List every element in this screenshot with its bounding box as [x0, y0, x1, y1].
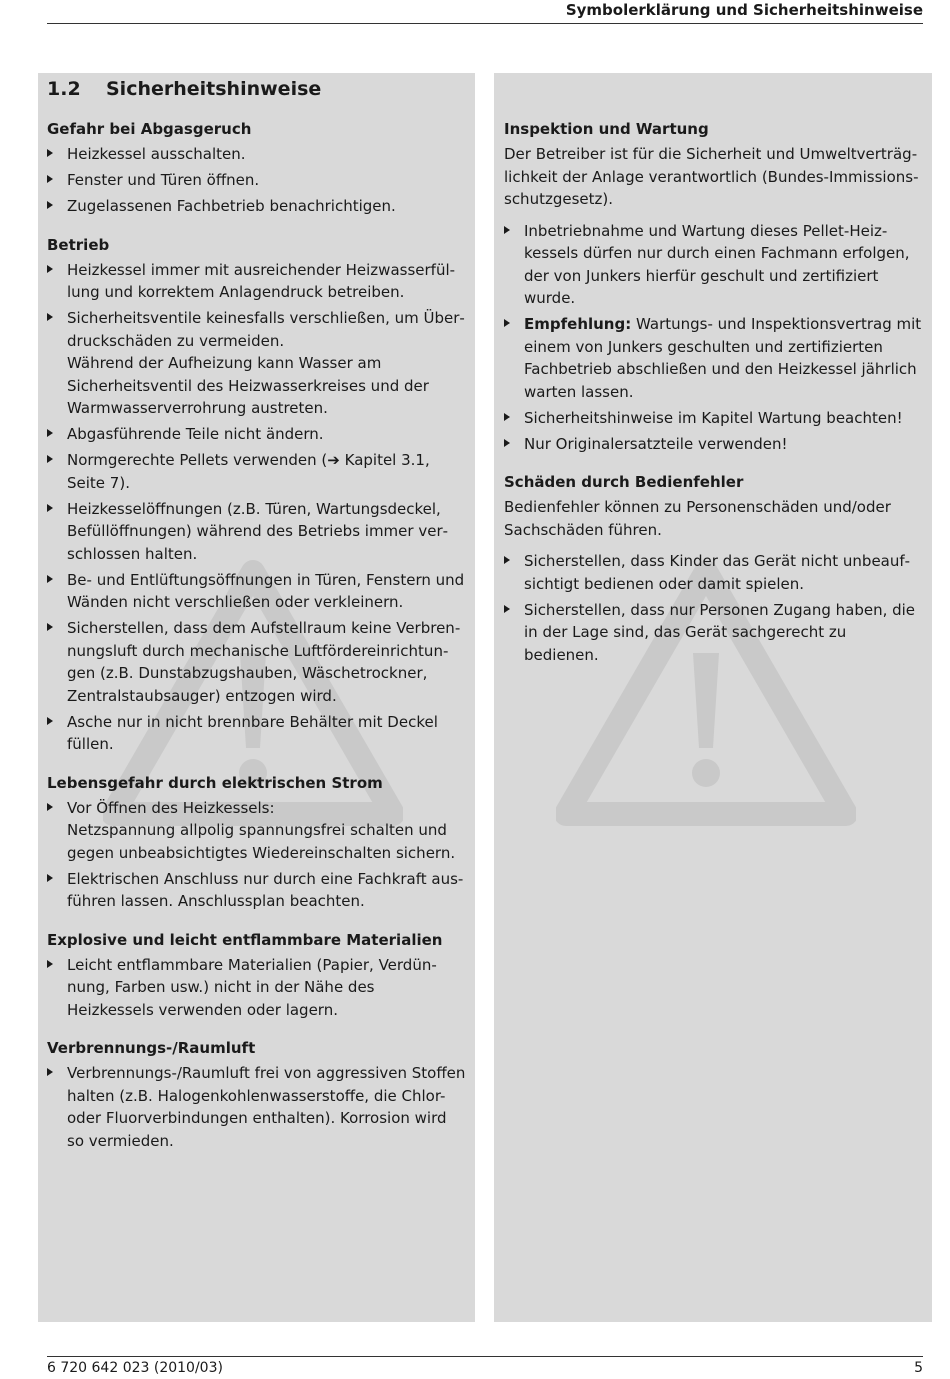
bullet-list — [47, 259, 466, 756]
list-item — [47, 868, 466, 913]
footer-divider — [47, 1356, 923, 1357]
block-heading: Lebensgefahr durch elektrischen Strom — [47, 773, 383, 792]
bullet-list — [47, 797, 466, 913]
list-item — [47, 423, 466, 446]
bullet-list — [504, 220, 922, 456]
item-text: Asche nur in nicht brennbare Behälter mit Deckel füllen. — [67, 712, 438, 753]
block-heading: Gefahr bei Abgasgeruch — [47, 120, 252, 138]
item-text: Sicherheitshinweise im Kapitel Wartung beachten! — [524, 408, 903, 427]
list-item — [47, 617, 466, 707]
list-item — [504, 433, 922, 456]
safety-block — [47, 234, 466, 756]
triangle-bullet-icon — [47, 717, 53, 725]
triangle-bullet-icon — [47, 149, 53, 157]
safety-block — [504, 471, 922, 666]
triangle-bullet-icon — [47, 623, 53, 631]
triangle-bullet-icon — [47, 803, 53, 811]
block-intro: Der Betreiber ist für die Sicherheit und Umweltverträglichkeit der Anlage verantwortlich (Bundes-Immissionsschutzgesetz). — [504, 145, 919, 208]
triangle-bullet-icon — [47, 455, 53, 463]
list-item — [47, 498, 466, 566]
item-text: Sicherstellen, dass nur Personen Zugang haben, die in der Lage sind, das Gerät sachgerecht zu bedienen. — [524, 600, 916, 664]
triangle-bullet-icon — [504, 605, 510, 613]
triangle-bullet-icon — [504, 556, 510, 564]
item-text: Nur Originalersatzteile verwenden! — [524, 434, 788, 453]
item-text: Heizkessel ausschalten. — [67, 145, 246, 163]
list-item — [47, 797, 466, 865]
header-divider — [47, 23, 923, 24]
item-text: Vor Öffnen des Heizkessels: Netzspannung allpolig spannungsfrei schalten und gegen unbeabsichtigtes Wiedereinschalten sichern. — [67, 798, 456, 862]
triangle-bullet-icon — [47, 960, 53, 968]
item-text: Sicherheitsventile keinesfalls verschließen, um Überdruckschäden zu vermeiden. Während der Aufheizung kann Wasser am Sicherheitsventil des Heizwasserkreises und der Warmwasserverrohrung austreten. — [67, 309, 465, 417]
triangle-bullet-icon — [47, 175, 53, 183]
item-text: Verbrennungs-/Raumluft frei von aggressiven Stoffen halten (z.B. Halogenkohlenwasserstoffe, die Chlor- oder Fluorverbindungen enthalten). Korrosion wird so vermieden. — [67, 1064, 466, 1150]
list-item — [47, 307, 466, 420]
left-column-panel — [38, 73, 475, 1322]
list-item — [47, 143, 466, 166]
list-item — [47, 569, 466, 614]
list-item — [47, 711, 466, 756]
item-text: Fenster und Türen öffnen. — [67, 171, 260, 189]
bullet-list — [47, 1062, 466, 1152]
safety-block — [47, 929, 466, 1022]
safety-block — [47, 772, 466, 913]
item-text: Normgerechte Pellets verwenden (➔ Kapitel 3.1, Seite 7). — [67, 451, 430, 492]
block-heading: Explosive und leicht entflammbare Materialien — [47, 930, 443, 949]
safety-block — [47, 1037, 466, 1152]
block-heading: Verbrennungs-/Raumluft — [47, 1039, 256, 1057]
list-item — [47, 1062, 466, 1152]
page-number: 5 — [914, 1360, 923, 1376]
item-text: Heizkesselöffnungen (z.B. Türen, Wartungsdeckel, Befüllöffnungen) während des Betriebs immer verschlossen halten. — [67, 499, 449, 563]
triangle-bullet-icon — [47, 313, 53, 321]
list-item — [47, 169, 466, 192]
section-title: Sicherheitshinweise — [106, 78, 322, 100]
triangle-bullet-icon — [504, 319, 510, 327]
item-text: Abgasführende Teile nicht ändern. — [67, 425, 324, 443]
triangle-bullet-icon — [47, 575, 53, 583]
safety-block — [47, 118, 466, 218]
block-heading: Betrieb — [47, 235, 110, 254]
bullet-list — [47, 954, 466, 1022]
list-item — [47, 954, 466, 1022]
item-text: Zugelassenen Fachbetrieb benachrichtigen. — [67, 197, 396, 215]
section-number: 1.2 — [47, 78, 81, 100]
right-column-content — [504, 73, 922, 666]
block-heading: Schäden durch Bedienfehler — [504, 473, 744, 491]
block-intro: Bedienfehler können zu Personenschäden und/oder Sachschäden führen. — [504, 498, 891, 539]
triangle-bullet-icon — [504, 439, 510, 447]
item-text: Heizkessel immer mit ausreichender Heizwasserfüllung und korrektem Anlagendruck betreiben. — [67, 260, 456, 301]
section-heading — [47, 78, 466, 100]
list-item — [504, 599, 922, 667]
item-text: Wartungs- und Inspektionsvertrag mit einem von Junkers geschulten und zertifizierten Fachbetrieb abschließen und den Heizkessel jährlich warten lassen. — [524, 315, 922, 401]
item-text: Elektrischen Anschluss nur durch eine Fachkraft ausführen lassen. Anschlussplan beachten. — [67, 869, 464, 910]
list-item — [504, 313, 922, 403]
item-text: Leicht entflammbare Materialien (Papier, Verdünnung, Farben usw.) nicht in der Nähe des Heizkessels verwenden oder lagern. — [67, 955, 437, 1019]
bullet-list — [47, 143, 466, 218]
triangle-bullet-icon — [504, 413, 510, 421]
block-heading: Inspektion und Wartung — [504, 120, 709, 138]
item-text: Be- und Entlüftungsöffnungen in Türen, Fenstern und Wänden nicht verschließen oder verkleinern. — [67, 570, 465, 611]
item-lead: Empfehlung: — [524, 315, 632, 333]
triangle-bullet-icon — [47, 429, 53, 437]
triangle-bullet-icon — [47, 504, 53, 512]
list-item — [47, 259, 466, 304]
list-item — [504, 220, 922, 310]
list-item — [47, 195, 466, 218]
triangle-bullet-icon — [504, 226, 510, 234]
item-text: Sicherstellen, dass dem Aufstellraum keine Verbrennungsluft durch mechanische Luftfördereinrichtungen (z.B. Dunstabzugshauben, Wäschetrockner, Zentralstaubsauger) entzogen wird. — [67, 619, 461, 705]
right-column-panel — [494, 73, 932, 1322]
item-text: Inbetriebnahme und Wartung dieses Pellet-Heizkessels dürfen nur durch einen Fachmann erfolgen, der von Junkers hierfür geschult und zertifiziert wurde. — [524, 221, 910, 307]
triangle-bullet-icon — [47, 1068, 53, 1076]
list-item — [47, 449, 466, 494]
item-text: Sicherstellen, dass Kinder das Gerät nicht unbeaufsichtigt bedienen oder damit spielen. — [524, 552, 911, 593]
list-item — [504, 550, 922, 595]
document-number: 6 720 642 023 (2010/03) — [47, 1360, 223, 1376]
safety-block — [504, 118, 922, 455]
list-item — [504, 407, 922, 430]
running-header-title: Symbolerklärung und Sicherheitshinweise — [565, 1, 923, 19]
triangle-bullet-icon — [47, 201, 53, 209]
bullet-list — [504, 550, 922, 666]
left-column-content — [47, 78, 466, 1152]
triangle-bullet-icon — [47, 265, 53, 273]
triangle-bullet-icon — [47, 874, 53, 882]
